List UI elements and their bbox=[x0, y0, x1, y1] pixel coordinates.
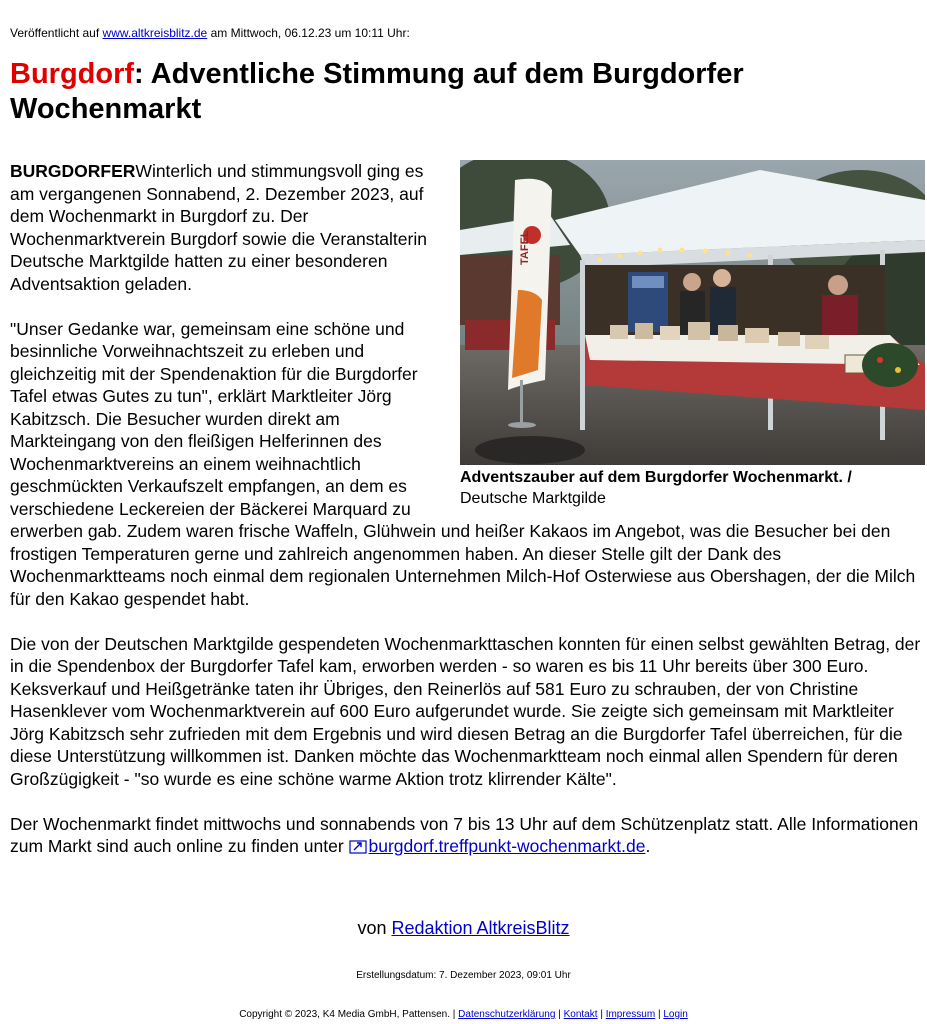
article-body bbox=[10, 160, 925, 882]
figure-caption bbox=[460, 467, 925, 509]
published-line bbox=[10, 26, 410, 40]
footer-copyright: Copyright © 2023, K4 Media GmbH, Pattensen. | bbox=[239, 1009, 456, 1020]
author-link[interactable]: Redaktion AltkreisBlitz bbox=[391, 918, 570, 938]
footer bbox=[0, 1009, 927, 1020]
published-prefix: Veröffentlicht auf bbox=[10, 26, 100, 40]
headline bbox=[10, 57, 910, 127]
login-link[interactable]: Login bbox=[663, 1009, 688, 1020]
byline bbox=[0, 918, 927, 939]
imprint-link[interactable]: Impressum bbox=[605, 1009, 656, 1020]
market-photo bbox=[460, 160, 925, 465]
published-suffix: am Mittwoch, 06.12.23 um 10:11 Uhr: bbox=[210, 26, 410, 40]
article-p4-text: Der Wochenmarkt findet mittwochs und sonnabends von 7 bis 13 Uhr auf dem Schützenplatz statt. Alle Informationen zum Markt sind auch online zu finden unter bbox=[10, 813, 919, 856]
site-link[interactable]: www.altkreisblitz.de bbox=[102, 26, 208, 40]
footer-separator: | bbox=[657, 1009, 661, 1020]
market-website-link[interactable]: burgdorf.treffpunkt-wochenmarkt.de bbox=[368, 836, 646, 856]
article-paragraph-2: "Unser Gedanke war, gemeinsam eine schöne und besinnliche Vorweihnachtszeit zu erleben und gleichzeitig mit der Spendenaktion für die Burgdorfer Tafel etwas Gutes zu tun", erklärt Marktleiter Jörg Kabitzsch. Die Besucher wurden direkt am Markteingang von den fleißigen Helferinnen des Wochenmarktvereins an einem weihnachtlich geschmückten Verkaufszelt empfangen, an dem es verschiedene Leckereien der Bäckerei Marquard zu erwerben gab. Zudem waren frische Waffeln, Glühwein und heißer Kakaos im Angebot, was die Besucher bei den frostigen Temperaturen gerne und zahlreich angenommen haben. An dieser Stelle gilt der Dank des Wochenmarktteams noch einmal dem regionalen Unternehmen Milch-Hof Osterwiese aus Obershagen, der die Milch für den Kakao gespendet habt. bbox=[10, 318, 916, 609]
privacy-link[interactable]: Datenschutzerklärung bbox=[458, 1009, 556, 1020]
caption-title: Adventszauber auf dem Burgdorfer Wochenmarkt. / bbox=[460, 469, 852, 486]
article-p1-text: Winterlich und stimmungsvoll ging es am vergangenen Sonnabend, 2. Dezember 2023, auf dem Wochenmarkt in Burgdorf zu. Der Wochenmarktverein Burgdorf sowie die Veranstalterin Deutsche Marktgilde hatten zu einer besonderen Adventsaktion geladen. bbox=[10, 161, 427, 294]
article-figure bbox=[460, 160, 925, 509]
byline-prefix: von bbox=[357, 918, 387, 938]
contact-link[interactable]: Kontakt bbox=[563, 1009, 598, 1020]
article-paragraph-3: Die von der Deutschen Marktgilde gespendeten Wochenmarkttaschen konnten für einen selbst gewählten Betrag, der in die Spendenbox der Burgdorfer Tafel kam, erworben werden - so waren es bis 11 Uhr bereits über 300 Euro. Keksverkauf und Heißgetränke taten ihr Übriges, den Reinerlös auf 581 Euro zu schrauben, der von Christine Hasenklever vom Wochenmarktverein auf 600 Euro aufgerundet wurde. Sie zeigte sich gemeinsam mit Marktleiter Jörg Kabitzsch sehr zufrieden mit dem Ergebnis und wird diesen Betrag an die Burgdorfer Tafel überreichen, für die diese Unterstützung willkommen ist. Danken möchte das Wochenmarktteam noch einmal allen Spendern für deren Großzügigkeit - "so wurde es eine schöne warme Aktion trotz klirrender Kälte". bbox=[10, 633, 921, 789]
footer-separator: | bbox=[600, 1009, 603, 1020]
creation-date: Erstellungsdatum: 7. Dezember 2023, 09:01 Uhr bbox=[356, 970, 571, 981]
footer-separator: | bbox=[558, 1009, 561, 1020]
external-link-icon bbox=[349, 837, 367, 860]
caption-credit: Deutsche Marktgilde bbox=[460, 490, 606, 507]
banner-text: TAFEL bbox=[519, 230, 531, 265]
article-lead: BURGDORFER bbox=[10, 161, 136, 181]
headline-title: : Adventliche Stimmung auf dem Burgdorfer Wochenmarkt bbox=[10, 58, 744, 125]
article-p4-end: . bbox=[645, 836, 651, 856]
headline-location: Burgdorf bbox=[10, 58, 135, 90]
article-paragraph-4 bbox=[10, 813, 925, 860]
